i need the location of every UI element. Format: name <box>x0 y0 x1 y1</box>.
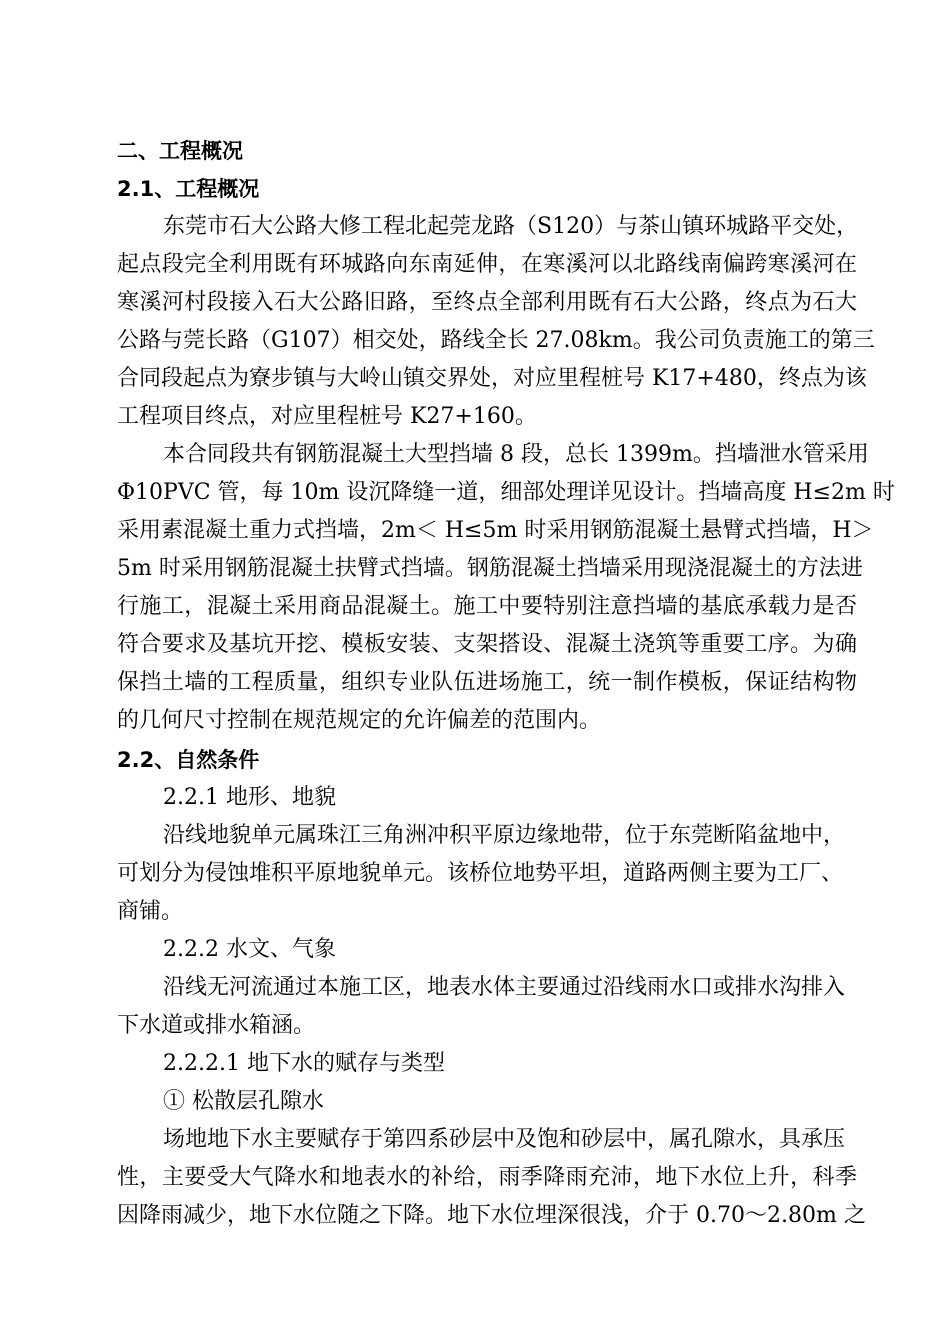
overview-heading: 2.1、工程概况 <box>117 177 260 201</box>
paragraph-line: Φ10PVC 管，每 10m 设沉降缝一道，细部处理详见设计。挡墙高度 H≤2m 时 <box>117 480 895 505</box>
paragraph-line: 本合同段共有钢筋混凝土大型挡墙 8 段，总长 1399m。挡墙泄水管采用 <box>163 442 869 467</box>
paragraph-line: 起点段完全利用既有环城路向东南延伸，在寒溪河以北路线南偏跨寒溪河在 <box>117 252 857 277</box>
paragraph-line: 采用素混凝土重力式挡墙，2m＜ H≤5m 时采用钢筋混凝土悬臂式挡墙，H＞ <box>117 518 874 543</box>
paragraph-line: 可划分为侵蚀堆积平原地貌单元。该桥位地势平坦，道路两侧主要为工厂、 <box>117 861 844 886</box>
paragraph-line: 符合要求及基坑开挖、模板安装、支架搭设、混凝土浇筑等重要工序。为确 <box>117 632 857 657</box>
paragraph-line: 保挡土墙的工程质量，组织专业队伍进场施工，统一制作模板，保证结构物 <box>117 670 857 695</box>
paragraph-line: 场地地下水主要赋存于第四系砂层中及饱和砂层中，属孔隙水，具承压 <box>163 1127 846 1152</box>
paragraph-line: 合同段起点为寮步镇与大岭山镇交界处，对应里程桩号 K17+480，终点为该 <box>117 366 867 391</box>
paragraph-line: 商铺。 <box>117 899 184 924</box>
paragraph-line: 公路与莞长路（G107）相交处，路线全长 27.08km。我公司负责施工的第三 <box>117 328 875 353</box>
paragraph-line: 性，主要受大气降水和地表水的补给，雨季降雨充沛，地下水位上升，科季 <box>117 1165 857 1190</box>
paragraph-line: 下水道或排水箱涵。 <box>117 1013 316 1038</box>
subsection-title: 2.2.1 地形、地貌 <box>163 785 336 810</box>
paragraph-line: 因降雨减少，地下水位随之下降。地下水位埋深很浅，介于 0.70～2.80m 之 <box>117 1203 866 1228</box>
paragraph-line: 东莞市石大公路大修工程北起莞龙路（S120）与茶山镇环城路平交处， <box>163 214 859 239</box>
subsection-title: ① 松散层孔隙水 <box>163 1089 324 1114</box>
paragraph-line: 沿线无河流通过本施工区，地表水体主要通过沿线雨水口或排水沟排入 <box>163 975 846 1000</box>
section-title: 二、工程概况 <box>117 139 243 163</box>
paragraph-line: 5m 时采用钢筋混凝土扶臂式挡墙。钢筋混凝土挡墙采用现浇混凝土的方法进 <box>117 556 863 581</box>
subsection-title: 2.2.2.1 地下水的赋存与类型 <box>163 1051 445 1076</box>
natural-heading: 2.2、自然条件 <box>117 748 260 772</box>
paragraph-line: 寒溪河村段接入石大公路旧路，至终点全部利用既有石大公路，终点为石大 <box>117 290 857 315</box>
subsection-title: 2.2.2 水文、气象 <box>163 937 336 962</box>
paragraph-line: 工程项目终点，对应里程桩号 K27+160。 <box>117 404 537 429</box>
paragraph-line: 行施工，混凝土采用商品混凝土。施工中要特别注意挡墙的基底承载力是否 <box>117 594 857 619</box>
paragraph-line: 的几何尺寸控制在规范规定的允许偏差的范围内。 <box>117 708 602 733</box>
paragraph-line: 沿线地貌单元属珠江三角洲冲积平原边缘地带，位于东莞断陷盆地中， <box>163 823 846 848</box>
